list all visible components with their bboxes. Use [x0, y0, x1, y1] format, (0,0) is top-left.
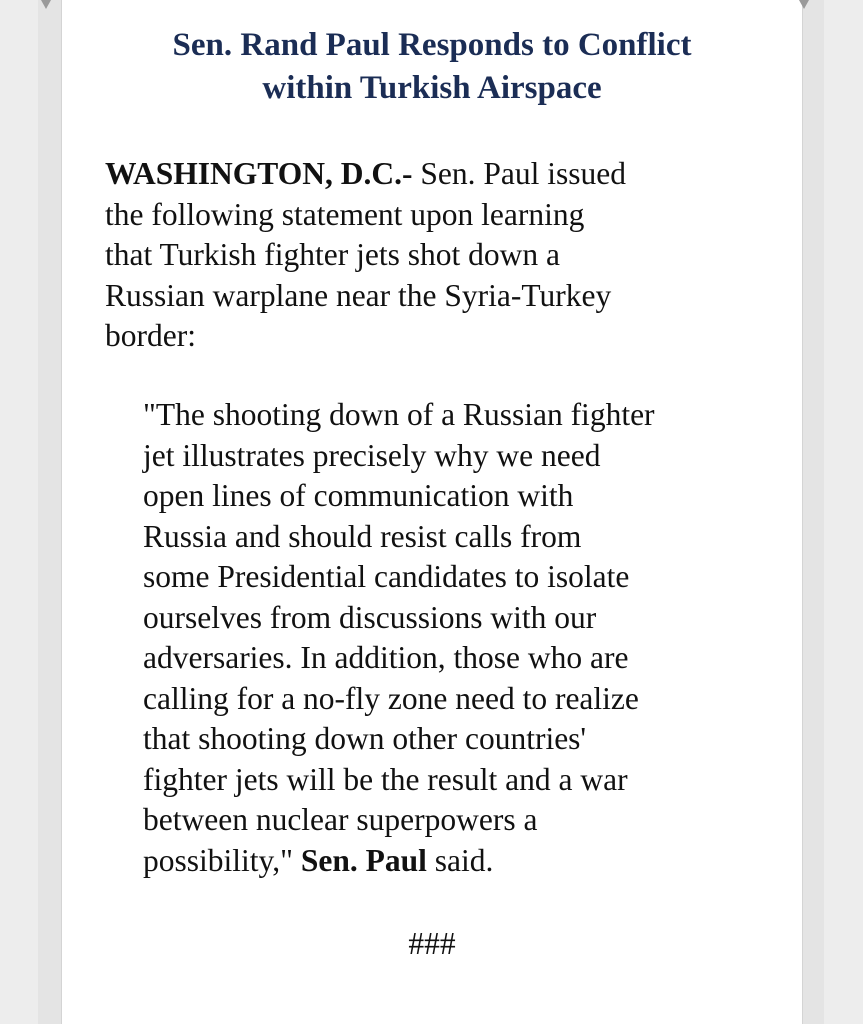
- quote-line: Russia and should resist calls from: [143, 518, 582, 554]
- quote-line: fighter jets will be the result and a war: [143, 761, 628, 797]
- quote-last-line-start: possibility,": [143, 842, 301, 878]
- lead-line-1: Sen. Paul issued: [412, 156, 626, 191]
- quote-line: that shooting down other countries': [143, 721, 587, 756]
- quote-line: some Presidential candidates to isolate: [143, 559, 630, 594]
- quote-line: between nuclear superpowers a: [143, 802, 538, 837]
- quote-line: open lines of communication with: [143, 478, 574, 513]
- headline-line-2: within Turkish Airspace: [262, 70, 602, 106]
- quote-last-line-end: said.: [426, 842, 494, 878]
- lead-line-5: border:: [105, 318, 196, 353]
- lead-line-2: the following statement upon learning: [105, 196, 585, 232]
- lead-paragraph: [105, 154, 765, 357]
- quote-line: adversaries. In addition, those who are: [143, 640, 629, 675]
- right-page-marker-icon: [799, 0, 809, 9]
- statement-quote: [143, 395, 783, 881]
- quote-line: ourselves from discussions with our: [143, 599, 597, 635]
- left-page-marker-icon: [41, 0, 51, 9]
- lead-line-3: that Turkish fighter jets shot down a: [105, 237, 560, 272]
- lead-line-4: Russian warplane near the Syria-Turkey: [105, 277, 612, 313]
- quote-line: "The shooting down of a Russian fighter: [143, 397, 655, 432]
- speaker-name: Sen. Paul: [300, 842, 427, 878]
- end-of-release-mark: ###: [408, 926, 456, 961]
- dateline: WASHINGTON, D.C.-: [105, 156, 413, 191]
- press-release-headline: [70, 24, 794, 110]
- headline-line-1: Sen. Rand Paul Responds to Conflict: [172, 27, 692, 63]
- quote-line: jet illustrates precisely why we need: [143, 437, 601, 473]
- quote-line: calling for a no-fly zone need to realize: [143, 680, 639, 716]
